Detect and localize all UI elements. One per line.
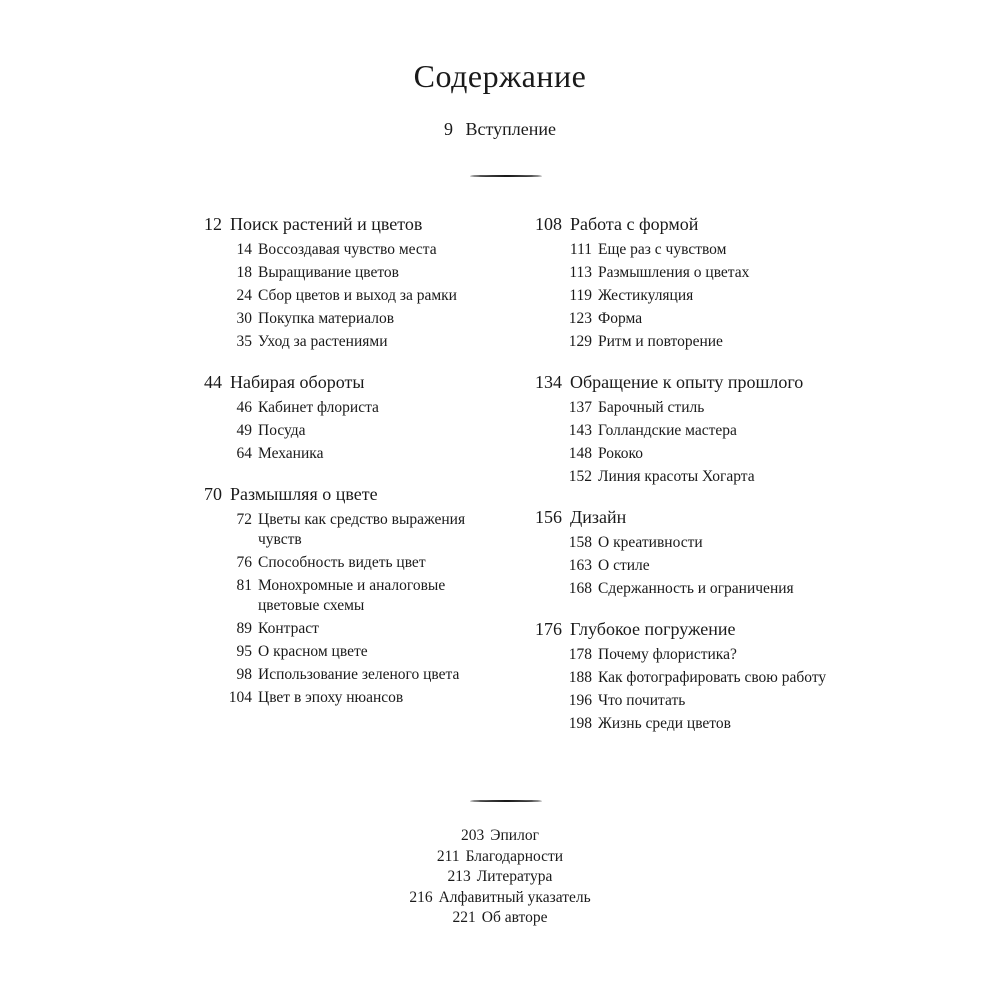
toc-item[interactable] (510, 240, 840, 260)
toc-item[interactable] (170, 553, 490, 573)
item-page-number: 98 (236, 666, 252, 683)
item-title: Цвет в эпоху нюансов (258, 689, 404, 706)
toc-section (510, 369, 840, 487)
toc-right-column (510, 211, 840, 751)
section-page-number: 108 (535, 214, 562, 234)
item-title: Использование зеленого цвета (258, 666, 460, 683)
toc-item[interactable] (510, 579, 840, 599)
toc-item[interactable] (510, 332, 840, 352)
section-page-number: 134 (535, 372, 562, 392)
section-heading[interactable] (510, 504, 840, 530)
item-title: Ритм и повторение (598, 333, 723, 350)
item-page-number: 111 (569, 241, 592, 258)
toc-item[interactable] (170, 421, 490, 441)
item-page-number: 30 (236, 310, 252, 327)
item-page-number: 89 (236, 620, 252, 637)
item-title: Уход за растениями (258, 333, 388, 350)
item-title: О красном цвете (258, 643, 368, 660)
toc-section (510, 616, 840, 734)
toc-item[interactable] (170, 263, 490, 283)
toc-item[interactable] (170, 642, 490, 662)
section-items (170, 510, 490, 708)
back-matter-item[interactable] (0, 826, 1000, 847)
toc-item[interactable] (170, 510, 490, 550)
divider-bottom (470, 800, 542, 802)
toc-item[interactable] (510, 398, 840, 418)
back-matter-page-number: 221 (452, 909, 476, 926)
toc-item[interactable] (170, 332, 490, 352)
item-title: Почему флористика? (598, 646, 737, 663)
section-page-number: 12 (204, 214, 222, 234)
back-matter-title: Благодарности (465, 847, 564, 865)
item-page-number: 76 (236, 554, 252, 571)
section-items (170, 240, 490, 352)
section-heading[interactable] (510, 616, 840, 642)
item-page-number: 188 (568, 669, 592, 686)
divider-top (470, 175, 542, 177)
section-heading[interactable] (510, 211, 840, 237)
toc-item[interactable] (170, 398, 490, 418)
item-page-number: 95 (236, 643, 252, 660)
toc-item[interactable] (510, 286, 840, 306)
back-matter-title: Литература (476, 868, 553, 885)
item-title: Монохромные и аналоговые цветовые схемы (258, 577, 446, 614)
toc-section (170, 481, 490, 708)
section-title: Дизайн (570, 507, 627, 527)
item-page-number: 137 (568, 399, 592, 416)
item-page-number: 158 (568, 534, 592, 551)
section-heading[interactable] (170, 369, 490, 395)
toc-section (170, 211, 490, 352)
toc-item[interactable] (510, 714, 840, 734)
item-title: Сбор цветов и выход за рамки (258, 287, 457, 304)
item-title: Выращивание цветов (258, 264, 399, 281)
item-page-number: 123 (568, 310, 592, 327)
section-heading[interactable] (170, 211, 490, 237)
section-page-number: 44 (204, 372, 222, 392)
toc-item[interactable] (170, 309, 490, 329)
back-matter-page-number: 203 (461, 827, 485, 844)
item-page-number: 81 (236, 577, 252, 594)
toc-section (170, 369, 490, 464)
toc-item[interactable] (170, 444, 490, 464)
intro-title: Вступление (465, 119, 556, 139)
item-page-number: 104 (228, 689, 252, 706)
item-title: Рококо (598, 445, 643, 462)
item-title: Еще раз с чувством (598, 241, 727, 258)
toc-item[interactable] (510, 556, 840, 576)
item-page-number: 196 (568, 692, 592, 709)
toc-item[interactable] (510, 691, 840, 711)
toc-item[interactable] (510, 263, 840, 283)
item-title: Способность видеть цвет (258, 554, 426, 571)
item-title: О стиле (598, 557, 650, 574)
section-items (510, 533, 840, 599)
toc-left-column (170, 211, 490, 725)
section-title: Работа с формой (570, 214, 699, 234)
section-title: Обращение к опыту прошлого (570, 372, 804, 392)
section-items (510, 240, 840, 352)
toc-section (510, 211, 840, 352)
section-page-number: 156 (535, 507, 562, 527)
toc-item[interactable] (510, 467, 840, 487)
toc-item[interactable] (510, 309, 840, 329)
section-title: Глубокое погружение (570, 619, 736, 639)
item-page-number: 148 (568, 445, 592, 462)
item-title: Механика (258, 445, 324, 462)
section-items (510, 645, 840, 734)
item-page-number: 35 (236, 333, 252, 350)
item-title: Кабинет флориста (258, 399, 379, 416)
item-title: Жестикуляция (598, 287, 694, 304)
back-matter-item[interactable] (0, 888, 1000, 909)
toc-item[interactable] (170, 240, 490, 260)
section-heading[interactable] (510, 369, 840, 395)
item-title: Сдержанность и ограничения (598, 580, 794, 597)
item-title: Барочный стиль (598, 399, 705, 416)
intro-page-number: 9 (444, 119, 453, 139)
item-page-number: 152 (568, 468, 592, 485)
section-title: Поиск растений и цветов (230, 214, 423, 234)
item-title: Что почитать (598, 692, 686, 709)
item-page-number: 178 (568, 646, 592, 663)
toc-item[interactable] (510, 645, 840, 665)
toc-item[interactable] (170, 619, 490, 639)
page-title: Содержание (413, 58, 587, 94)
section-page-number: 176 (535, 619, 562, 639)
item-title: Жизнь среди цветов (598, 715, 731, 732)
section-title: Размышляя о цвете (230, 484, 378, 504)
toc-item[interactable] (170, 665, 490, 685)
item-title: Размышления о цветах (598, 264, 750, 281)
item-title: Голландские мастера (598, 422, 737, 439)
item-title: Как фотографировать свою работу (598, 669, 827, 686)
section-heading[interactable] (170, 481, 490, 507)
toc-item[interactable] (170, 688, 490, 708)
toc-item[interactable] (170, 576, 490, 616)
section-title: Набирая обороты (230, 372, 365, 392)
item-page-number: 113 (569, 264, 592, 281)
item-page-number: 119 (569, 287, 592, 304)
item-title: О креативности (598, 534, 703, 551)
toc-item[interactable] (510, 444, 840, 464)
back-matter-page-number: 213 (447, 868, 471, 885)
back-matter-item[interactable] (0, 847, 1000, 868)
toc-item[interactable] (510, 421, 840, 441)
toc-section (510, 504, 840, 599)
item-page-number: 49 (236, 422, 252, 439)
back-matter-title: Алфавитный указатель (438, 888, 591, 906)
toc-item[interactable] (510, 533, 840, 553)
item-page-number: 168 (568, 580, 592, 597)
back-matter-page-number: 211 (436, 847, 460, 865)
back-matter-list (0, 826, 1000, 929)
back-matter-title: Об авторе (481, 909, 548, 926)
item-page-number: 24 (236, 287, 252, 304)
item-page-number: 14 (236, 241, 252, 258)
item-page-number: 143 (568, 422, 592, 439)
back-matter-item[interactable] (0, 908, 1000, 929)
item-page-number: 129 (568, 333, 592, 350)
intro-entry[interactable] (0, 119, 1000, 140)
item-title: Цветы как средство выражения чувств (258, 511, 466, 548)
toc-item[interactable] (510, 668, 840, 688)
item-title: Посуда (258, 422, 306, 439)
item-page-number: 64 (236, 445, 252, 462)
item-page-number: 198 (568, 715, 592, 732)
back-matter-title: Эпилог (490, 827, 539, 844)
back-matter-item[interactable] (0, 867, 1000, 888)
toc-item[interactable] (170, 286, 490, 306)
item-page-number: 72 (236, 511, 252, 528)
item-page-number: 46 (236, 399, 252, 416)
item-page-number: 18 (236, 264, 252, 281)
section-items (170, 398, 490, 464)
item-title: Форма (598, 310, 643, 327)
back-matter-page-number: 216 (409, 888, 433, 906)
item-title: Покупка материалов (258, 310, 395, 327)
item-page-number: 163 (568, 557, 592, 574)
item-title: Линия красоты Хогарта (598, 468, 755, 485)
section-page-number: 70 (204, 484, 222, 504)
item-title: Воссоздавая чувство места (258, 241, 437, 258)
item-title: Контраст (258, 620, 319, 637)
section-items (510, 398, 840, 487)
